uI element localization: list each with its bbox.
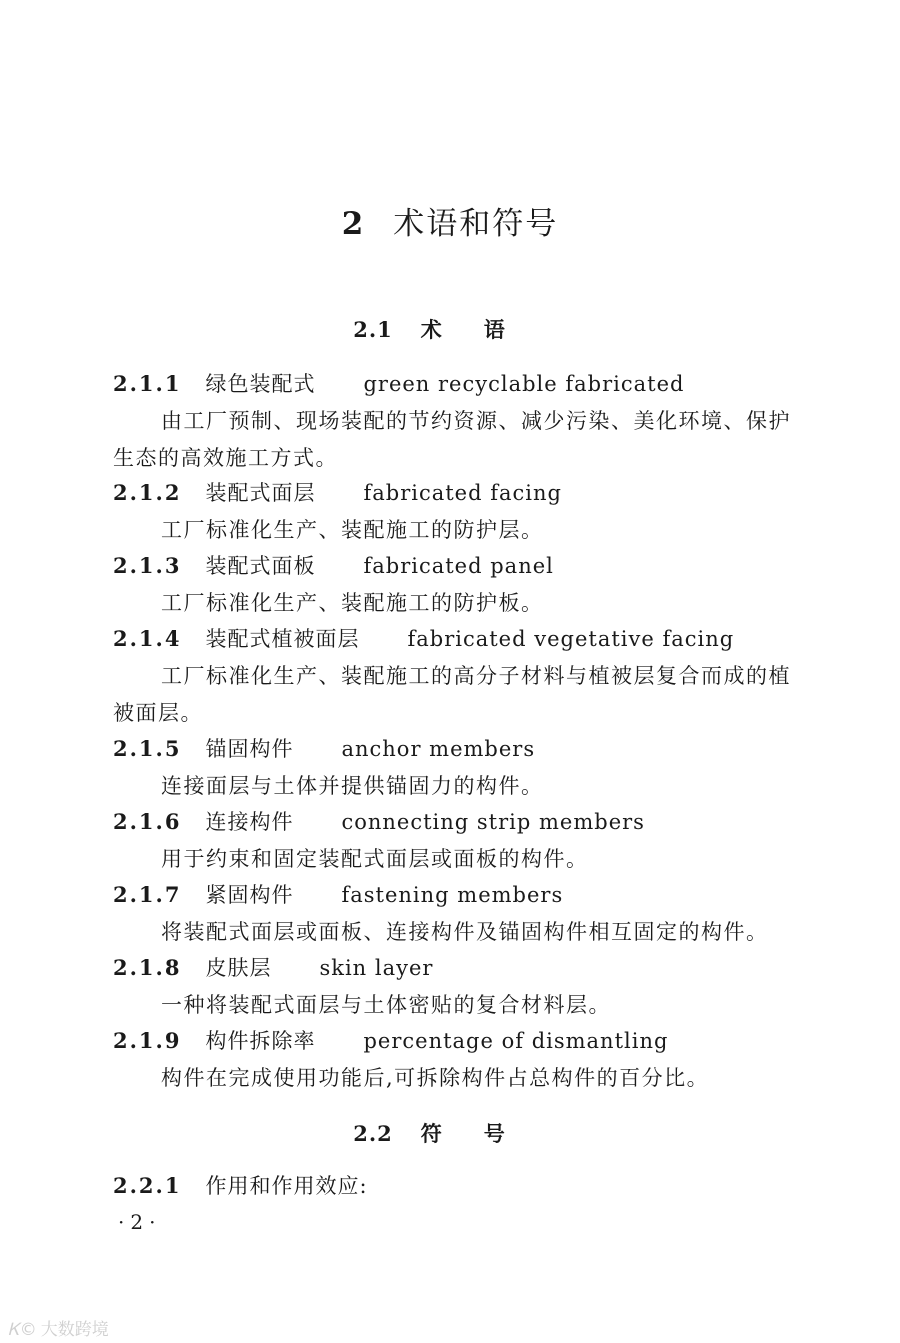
- term-definition: 由工厂预制、现场装配的节约资源、减少污染、美化环境、保护生态的高效施工方式。: [113, 409, 791, 470]
- term-english: fastening members: [341, 883, 564, 907]
- watermark: [8, 1315, 109, 1340]
- term-number: 2.1.7: [113, 882, 182, 907]
- term-chinese: 锚固构件: [205, 737, 294, 761]
- term-heading: [113, 479, 562, 507]
- term-chinese: 装配式面板: [205, 554, 316, 578]
- term-heading: [113, 625, 734, 653]
- term-english: skin layer: [319, 956, 434, 980]
- term-chinese: 装配式面层: [205, 481, 316, 505]
- section-title: 符号: [420, 1121, 547, 1146]
- term-definition: 工厂标准化生产、装配施工的高分子材料与植被层复合而成的植被面层。: [113, 664, 791, 725]
- term-definition: 用于约束和固定装配式面层或面板的构件。: [161, 847, 589, 871]
- term-chinese: 装配式植被面层: [205, 627, 360, 651]
- term-heading: [113, 552, 554, 580]
- section-number: 2.1: [353, 317, 393, 342]
- symbol-item-number: 2.2.1: [113, 1173, 182, 1198]
- term-number: 2.1.5: [113, 736, 182, 761]
- term-heading: [113, 881, 563, 909]
- term-english: green recyclable fabricated: [363, 372, 685, 396]
- term-chinese: 紧固构件: [205, 883, 294, 907]
- term-number: 2.1.4: [113, 626, 182, 651]
- chapter-heading: [0, 198, 900, 243]
- term-definition: 一种将装配式面层与土体密贴的复合材料层。: [161, 993, 611, 1017]
- chapter-title: 术语和符号: [393, 206, 559, 242]
- term-english: percentage of dismantling: [363, 1029, 669, 1053]
- term-heading: [113, 735, 535, 763]
- section-title: 术语: [420, 317, 547, 342]
- term-english: fabricated panel: [363, 554, 554, 578]
- section-heading-terms: [0, 314, 900, 344]
- term-english: fabricated facing: [363, 481, 562, 505]
- term-number: 2.1.8: [113, 955, 182, 980]
- symbol-item-heading: [113, 1172, 368, 1200]
- term-number: 2.1.9: [113, 1028, 182, 1053]
- term-heading: [113, 808, 645, 836]
- term-definition: 将装配式面层或面板、连接构件及锚固构件相互固定的构件。: [161, 920, 769, 944]
- section-number: 2.2: [353, 1121, 393, 1146]
- term-english: connecting strip members: [341, 810, 645, 834]
- term-definition: 构件在完成使用功能后,可拆除构件占总构件的百分比。: [161, 1066, 710, 1090]
- term-english: anchor members: [341, 737, 536, 761]
- term-chinese: 构件拆除率: [205, 1029, 316, 1053]
- watermark-logo-icon: Ꮶ©: [8, 1320, 37, 1340]
- term-number: 2.1.2: [113, 480, 182, 505]
- term-number: 2.1.6: [113, 809, 182, 834]
- term-chinese: 皮肤层: [205, 956, 272, 980]
- watermark-text: 大数跨境: [40, 1320, 109, 1340]
- term-chinese: 连接构件: [205, 810, 294, 834]
- term-english: fabricated vegetative facing: [407, 627, 735, 651]
- term-heading: [113, 1027, 668, 1055]
- term-heading: [113, 954, 433, 982]
- term-definition: 连接面层与土体并提供锚固力的构件。: [161, 774, 544, 798]
- term-chinese: 绿色装配式: [205, 372, 316, 396]
- term-definition: 工厂标准化生产、装配施工的防护板。: [161, 591, 544, 615]
- page-number: ·2·: [118, 1210, 162, 1234]
- term-definition: 工厂标准化生产、装配施工的防护层。: [161, 518, 544, 542]
- symbol-item-label: 作用和作用效应:: [205, 1174, 368, 1198]
- chapter-number: 2: [341, 206, 366, 242]
- section-heading-symbols: [0, 1118, 900, 1148]
- term-number: 2.1.1: [113, 371, 182, 396]
- term-heading: [113, 370, 684, 398]
- term-number: 2.1.3: [113, 553, 182, 578]
